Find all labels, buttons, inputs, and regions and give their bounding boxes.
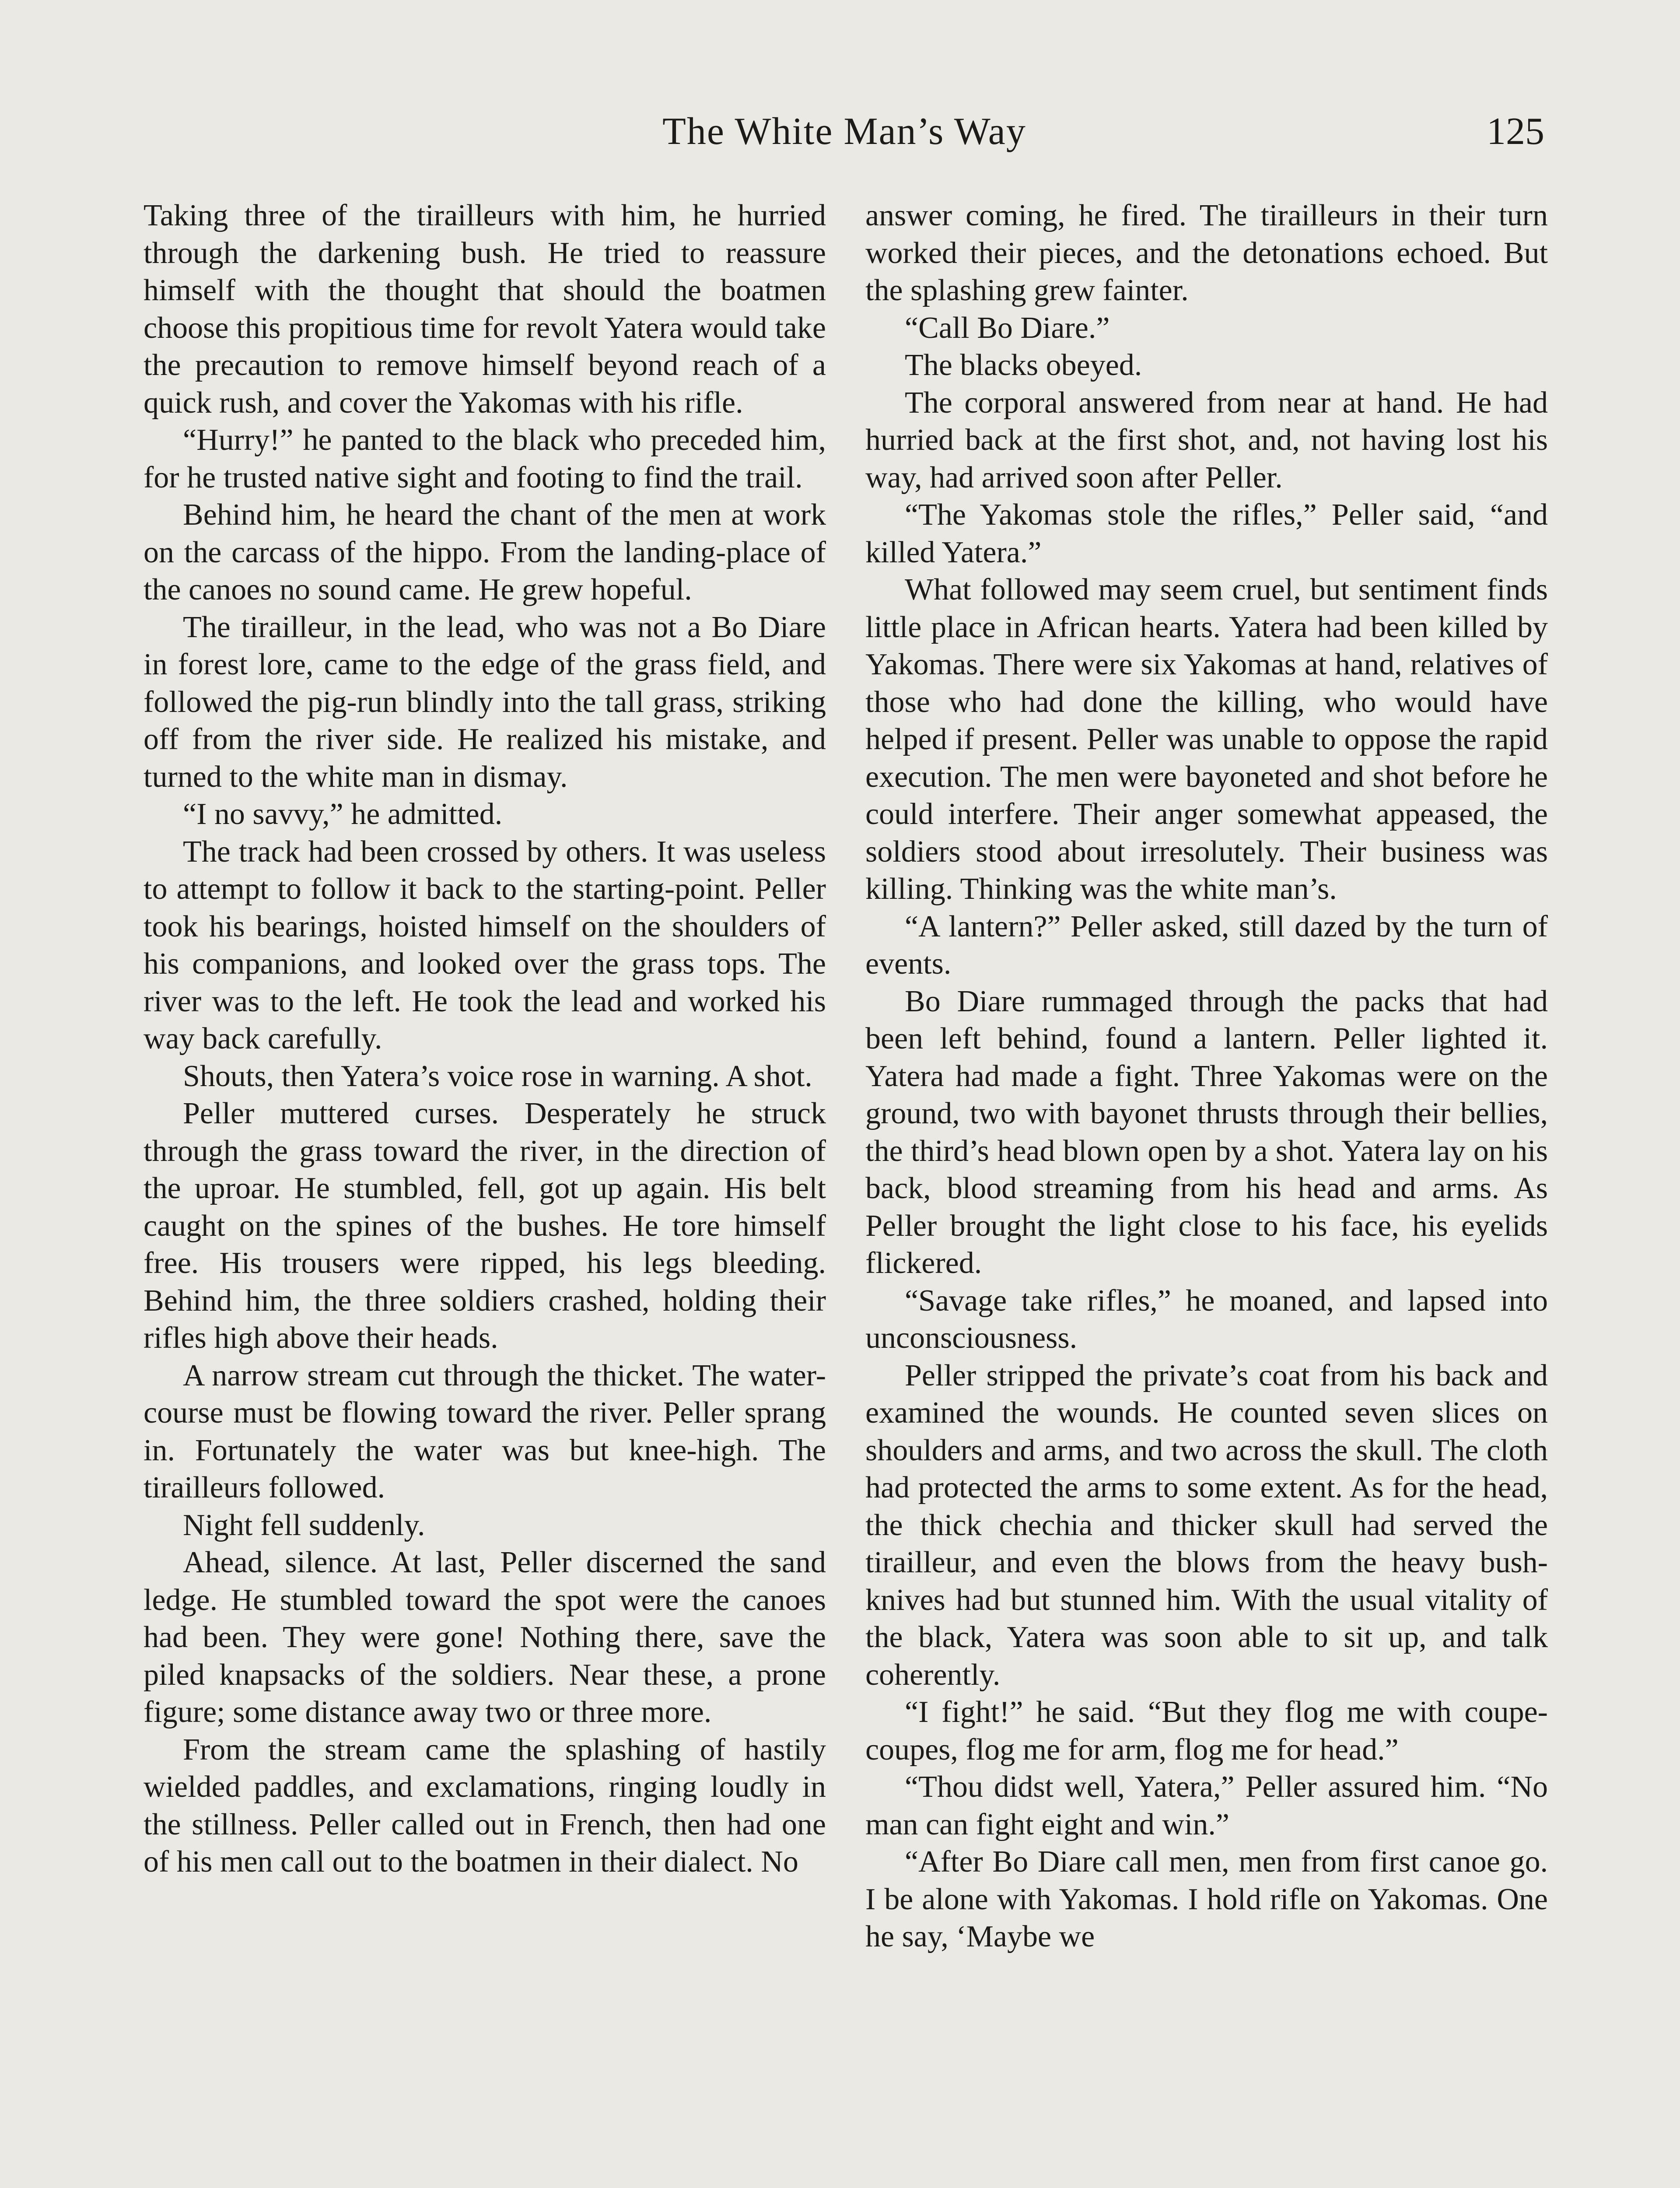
- paragraph: From the stream came the splashing of hastily wielded paddles, and exclamations, ringing loudly in the stillness. Peller called out in French, then had one of his men call out to the boatmen in their dialect. No: [144, 1732, 826, 1879]
- paragraph: Ahead, silence. At last, Peller discerned the sand ledge. He stumbled toward the spot were the canoes had been. They were gone! Nothing there, save the piled knapsacks of the soldiers. Near these, a prone figure; some distance away two or three more.: [144, 1546, 826, 1729]
- page-number: 125: [1487, 110, 1544, 153]
- paragraph: answer coming, he fired. The tirailleurs in their turn worked their pieces, and the detonations echoed. But the splashing grew fainter.: [865, 199, 1548, 307]
- paragraph: The tirailleur, in the lead, who was not a Bo Diare in forest lore, came to the edge of the grass field, and followed the pig-run blindly into the tall grass, striking off from the river side. He realized his mistake, and turned to the white man in dismay.: [144, 610, 826, 794]
- paragraph: The corporal answered from near at hand. He had hurried back at the first shot, and, not having lost his way, had arrived soon after Peller.: [865, 386, 1548, 494]
- paragraph: A narrow stream cut through the thicket. The water-course must be flowing toward the river. Peller sprang in. Fortunately the water was but knee-high. The tirailleurs followed.: [144, 1358, 826, 1504]
- paragraph: “Hurry!” he panted to the black who preceded him, for he trusted native sight and footing to find the trail.: [144, 423, 826, 494]
- paragraph: “After Bo Diare call men, men from first canoe go. I be alone with Yakomas. I hold rifle on Yakomas. One he say, ‘Maybe we: [865, 1845, 1548, 1953]
- paragraph: “I no savvy,” he admitted.: [183, 797, 503, 831]
- paragraph: Peller muttered curses. Desperately he struck through the grass toward the river, in the direction of the uproar. He stumbled, fell, got up again. His belt caught on the spines of the bushes. He tore himself free. His trousers were ripped, his legs bleeding. Behind him, the three soldiers crashed, holding their rifles high above their heads.: [144, 1097, 826, 1355]
- left-column: [144, 197, 826, 1881]
- paragraph: “Call Bo Diare.”: [905, 311, 1110, 345]
- paragraph: Night fell suddenly.: [183, 1508, 425, 1542]
- paragraph: Shouts, then Yatera’s voice rose in warning. A shot.: [183, 1059, 812, 1093]
- paragraph: “The Yakomas stole the rifles,” Peller said, “and killed Yatera.”: [865, 498, 1548, 569]
- paragraph: Taking three of the tirailleurs with him, he hurried through the darkening bush. He tried to reassure himself with the thought that should the boatmen choose this propitious time for revolt Yatera would take the precaution to remove himself beyond reach of a quick rush, and cover the Yakomas with his rifle.: [144, 199, 826, 420]
- paragraph: Bo Diare rummaged through the packs that had been left behind, found a lantern. Peller lighted it. Yatera had made a fight. Three Yakomas were on the ground, two with bayonet thrusts through their bellies, the third’s head blown open by a shot. Yatera lay on his back, blood streaming from his head and arms. As Peller brought the light close to his face, his eyelids flickered.: [865, 984, 1548, 1280]
- paragraph: What followed may seem cruel, but sentiment finds little place in African hearts. Yatera had been killed by Yakomas. There were six Yakomas at hand, relatives of those who had done the killing, who would have helped if present. Peller was unable to oppose the rapid execution. The men were bayoneted and shot before he could interfere. Their anger somewhat appeased, the soldiers stood about irresolutely. Their business was killing. Thinking was the white man’s.: [865, 573, 1548, 906]
- paragraph: Behind him, he heard the chant of the men at work on the carcass of the hippo. From the landing-place of the canoes no sound came. He grew hopeful.: [144, 498, 826, 607]
- paragraph: The track had been crossed by others. It was useless to attempt to follow it back to the starting-point. Peller took his bearings, hoisted himself on the shoulders of his companions, and looked over the grass tops. The river was to the left. He took the lead and worked his way back carefully.: [144, 835, 826, 1055]
- paragraph: “I fight!” he said. “But they flog me with coupe-coupes, flog me for arm, flog me for head.”: [865, 1695, 1548, 1767]
- paragraph: “Savage take rifles,” he moaned, and lapsed into unconsciousness.: [865, 1283, 1548, 1355]
- paragraph: “Thou didst well, Yatera,” Peller assured him. “No man can fight eight and win.”: [865, 1770, 1548, 1841]
- paragraph: “A lantern?” Peller asked, still dazed by the turn of events.: [865, 909, 1548, 981]
- running-title: The White Man’s Way: [662, 110, 1026, 153]
- page-header: [144, 101, 1544, 158]
- paragraph: Peller stripped the private’s coat from his back and examined the wounds. He counted seven slices on shoulders and arms, and two across the skull. The cloth had protected the arms to some extent. As for the head, the thick chechia and thicker skull had served the tirailleur, and even the blows from the heavy bush-knives had but stunned him. With the usual vitality of the black, Yatera was soon able to sit up, and talk coherently.: [865, 1358, 1548, 1692]
- paragraph: The blacks obeyed.: [905, 348, 1142, 382]
- right-column: [865, 197, 1548, 1956]
